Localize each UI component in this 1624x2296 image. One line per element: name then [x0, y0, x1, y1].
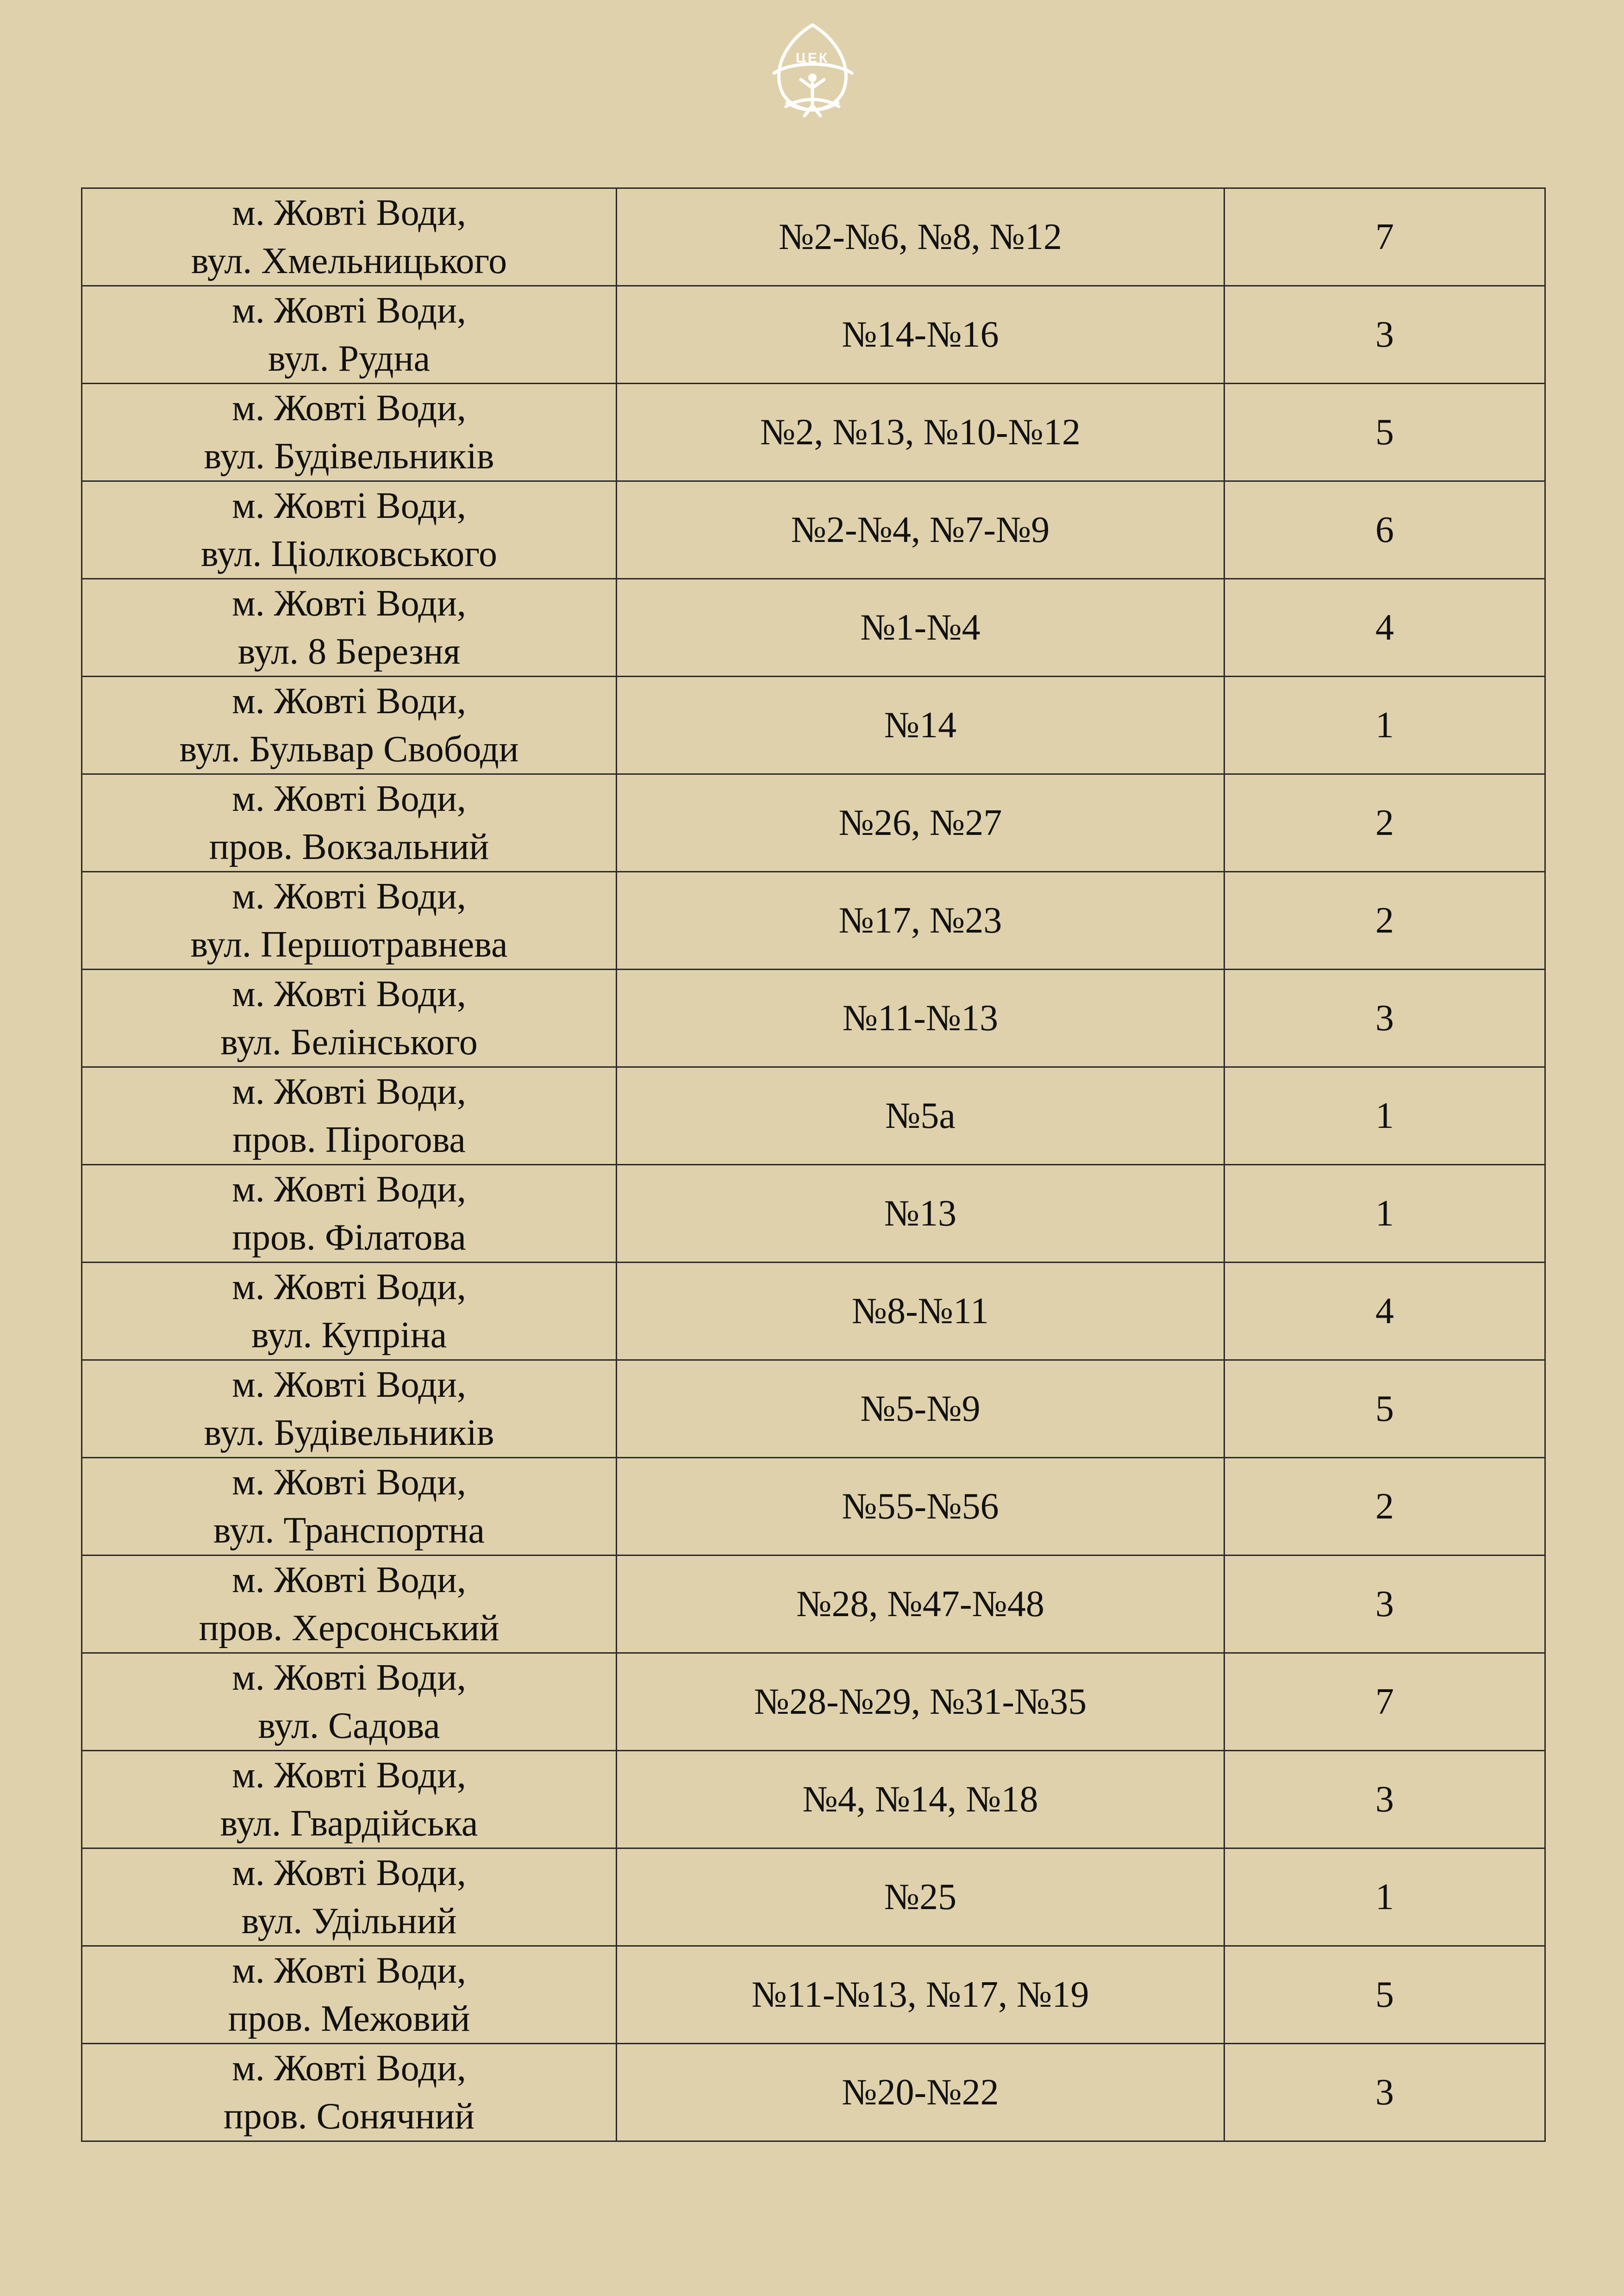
table-row — [82, 1556, 1545, 1653]
city-name: м. Жовті Води, — [232, 193, 466, 233]
address-cell — [82, 1263, 617, 1360]
address-cell — [82, 481, 617, 579]
city-name: м. Жовті Води, — [232, 1267, 466, 1307]
street-name: вул. 8 Березня — [237, 631, 461, 672]
house-numbers-cell: №5-№9 — [617, 1360, 1224, 1458]
city-name: м. Жовті Води, — [232, 778, 466, 819]
table-row — [82, 1751, 1545, 1848]
house-count-cell: 2 — [1224, 774, 1545, 872]
street-name: пров. Межовий — [228, 1998, 470, 2039]
house-numbers-cell: №26, №27 — [617, 774, 1224, 872]
street-name: вул. Белінського — [220, 1022, 478, 1063]
address-cell — [82, 677, 617, 774]
house-numbers-cell: №1-№4 — [617, 579, 1224, 677]
address-cell — [82, 1165, 617, 1263]
table-row — [82, 1360, 1545, 1458]
house-count-cell: 3 — [1224, 2044, 1545, 2141]
house-numbers-cell: №20-№22 — [617, 2044, 1224, 2141]
table-row — [82, 1165, 1545, 1263]
street-name: вул. Бульвар Свободи — [179, 729, 519, 770]
address-cell — [82, 286, 617, 384]
street-name: вул. Садова — [258, 1705, 440, 1746]
street-name: вул. Купріна — [251, 1315, 447, 1356]
house-numbers-cell: №28-№29, №31-№35 — [617, 1653, 1224, 1751]
house-count-cell: 7 — [1224, 1653, 1545, 1751]
house-count-cell: 1 — [1224, 1067, 1545, 1165]
address-cell — [82, 1067, 617, 1165]
city-name: м. Жовті Води, — [232, 876, 466, 917]
address-cell — [82, 872, 617, 970]
city-name: м. Жовті Води, — [232, 1364, 466, 1405]
city-name: м. Жовті Води, — [232, 1071, 466, 1112]
table-row — [82, 1848, 1545, 1946]
city-name: м. Жовті Води, — [232, 2048, 466, 2089]
city-name: м. Жовті Води, — [232, 1462, 466, 1503]
address-table — [81, 187, 1546, 2142]
house-numbers-cell: №14-№16 — [617, 286, 1224, 384]
city-name: м. Жовті Води, — [232, 1950, 466, 1991]
address-cell — [82, 2044, 617, 2141]
table-row — [82, 188, 1545, 286]
house-numbers-cell: №28, №47-№48 — [617, 1556, 1224, 1653]
house-numbers-cell: №55-№56 — [617, 1458, 1224, 1556]
city-name: м. Жовті Води, — [232, 1755, 466, 1796]
city-name: м. Жовті Води, — [232, 583, 466, 624]
house-count-cell: 2 — [1224, 1458, 1545, 1556]
address-cell — [82, 579, 617, 677]
street-name: пров. Пірогова — [232, 1120, 466, 1160]
table-row — [82, 579, 1545, 677]
house-count-cell: 2 — [1224, 872, 1545, 970]
table-row — [82, 872, 1545, 970]
house-numbers-cell: №11-№13, №17, №19 — [617, 1946, 1224, 2044]
address-cell — [82, 970, 617, 1067]
house-count-cell: 3 — [1224, 970, 1545, 1067]
table-row — [82, 1263, 1545, 1360]
street-name: вул. Першотравнева — [190, 924, 508, 965]
house-count-cell: 7 — [1224, 188, 1545, 286]
table-row — [82, 1458, 1545, 1556]
table-row — [82, 481, 1545, 579]
house-numbers-cell: №2, №13, №10-№12 — [617, 384, 1224, 481]
company-logo-icon — [764, 19, 861, 123]
street-name: вул. Гвардійська — [220, 1803, 478, 1844]
address-cell — [82, 188, 617, 286]
street-name: пров. Сонячний — [223, 2096, 475, 2137]
address-cell — [82, 1556, 617, 1653]
house-numbers-cell: №2-№4, №7-№9 — [617, 481, 1224, 579]
house-count-cell: 4 — [1224, 1263, 1545, 1360]
logo-text: ЦЕК — [795, 50, 830, 66]
street-name: пров. Херсонський — [199, 1608, 500, 1649]
house-count-cell: 1 — [1224, 677, 1545, 774]
city-name: м. Жовті Води, — [232, 290, 466, 331]
address-cell — [82, 1848, 617, 1946]
city-name: м. Жовті Води, — [232, 1560, 466, 1600]
house-numbers-cell: №8-№11 — [617, 1263, 1224, 1360]
house-count-cell: 6 — [1224, 481, 1545, 579]
street-name: вул. Ціолковського — [200, 534, 498, 574]
city-name: м. Жовті Води, — [232, 388, 466, 429]
address-cell — [82, 1946, 617, 2044]
address-table-body — [82, 188, 1545, 2141]
street-name: вул. Рудна — [268, 338, 430, 379]
address-cell — [82, 1458, 617, 1556]
city-name: м. Жовті Води, — [232, 681, 466, 722]
house-count-cell: 3 — [1224, 286, 1545, 384]
street-name: вул. Будівельників — [204, 1412, 494, 1453]
table-row — [82, 970, 1545, 1067]
table-row — [82, 677, 1545, 774]
street-name: вул. Удільний — [241, 1901, 457, 1941]
table-row — [82, 1653, 1545, 1751]
street-name: вул. Будівельників — [204, 436, 494, 477]
city-name: м. Жовті Води, — [232, 485, 466, 526]
house-count-cell: 1 — [1224, 1848, 1545, 1946]
table-row — [82, 1067, 1545, 1165]
house-numbers-cell: №2-№6, №8, №12 — [617, 188, 1224, 286]
city-name: м. Жовті Води, — [232, 1169, 466, 1210]
city-name: м. Жовті Води, — [232, 1853, 466, 1893]
house-numbers-cell: №17, №23 — [617, 872, 1224, 970]
house-numbers-cell: №25 — [617, 1848, 1224, 1946]
city-name: м. Жовті Води, — [232, 974, 466, 1014]
table-row — [82, 286, 1545, 384]
address-cell — [82, 1751, 617, 1848]
table-row — [82, 774, 1545, 872]
house-count-cell: 3 — [1224, 1556, 1545, 1653]
house-numbers-cell: №5а — [617, 1067, 1224, 1165]
table-row — [82, 2044, 1545, 2141]
house-count-cell: 4 — [1224, 579, 1545, 677]
address-cell — [82, 1360, 617, 1458]
street-name: вул. Хмельницького — [191, 241, 507, 281]
house-numbers-cell: №4, №14, №18 — [617, 1751, 1224, 1848]
table-row — [82, 384, 1545, 481]
street-name: вул. Транспортна — [213, 1510, 485, 1551]
street-name: пров. Вокзальний — [209, 827, 489, 867]
house-count-cell: 3 — [1224, 1751, 1545, 1848]
table-row — [82, 1946, 1545, 2044]
address-cell — [82, 774, 617, 872]
city-name: м. Жовті Води, — [232, 1657, 466, 1698]
house-count-cell: 5 — [1224, 384, 1545, 481]
street-name: пров. Філатова — [232, 1217, 466, 1258]
house-count-cell: 1 — [1224, 1165, 1545, 1263]
address-cell — [82, 384, 617, 481]
house-count-cell: 5 — [1224, 1946, 1545, 2044]
house-numbers-cell: №13 — [617, 1165, 1224, 1263]
house-count-cell: 5 — [1224, 1360, 1545, 1458]
house-numbers-cell: №11-№13 — [617, 970, 1224, 1067]
address-cell — [82, 1653, 617, 1751]
house-numbers-cell: №14 — [617, 677, 1224, 774]
